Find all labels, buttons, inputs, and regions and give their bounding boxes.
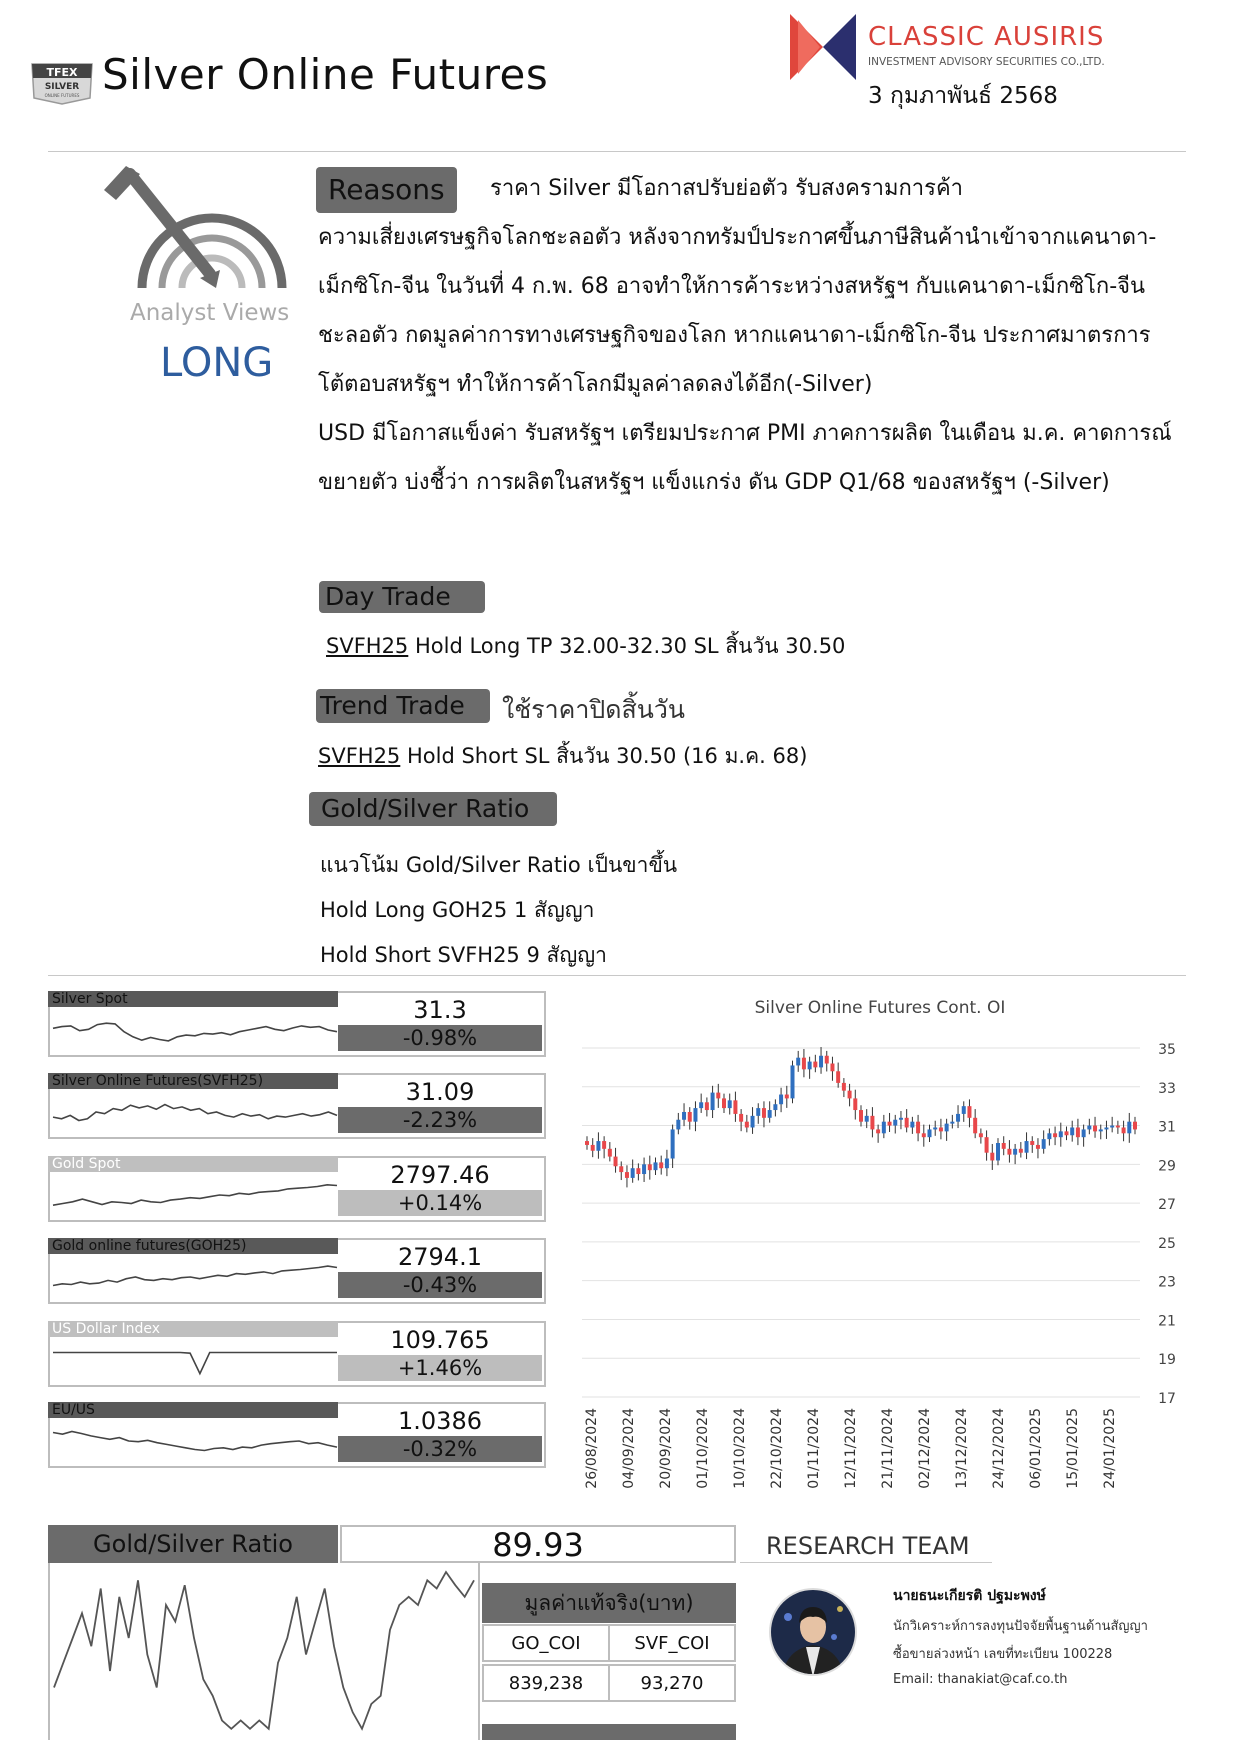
research-divider — [740, 1562, 992, 1563]
candle-body — [808, 1062, 812, 1070]
candle-body — [1116, 1126, 1120, 1128]
y-tick-label: 23 — [1158, 1274, 1176, 1291]
svg-text:SILVER: SILVER — [44, 82, 80, 92]
sparkline-path — [53, 1266, 337, 1285]
reasons-line: USD มีโอกาสแข็งค่า รับสหรัฐฯ เตรียมประกาศ PMI ภาคการผลิต ในเดือน ม.ค. คาดการณ์ — [318, 421, 1172, 446]
y-tick-label: 27 — [1158, 1197, 1176, 1214]
analyst-avatar — [768, 1587, 858, 1677]
candle-body — [591, 1145, 595, 1151]
target-arrow-icon — [100, 160, 300, 300]
candle-body — [1087, 1126, 1091, 1130]
candle-body — [659, 1162, 663, 1168]
tile-change: -0.32% — [338, 1436, 542, 1462]
candle-body — [939, 1127, 943, 1131]
tile-change: -0.43% — [338, 1272, 542, 1298]
candle-body — [722, 1098, 726, 1108]
ratio-line-path — [54, 1572, 474, 1729]
header-divider — [48, 151, 1186, 152]
analyst-stance: LONG — [160, 340, 274, 386]
candle-body — [888, 1122, 892, 1126]
day-trade-detail: Hold Long TP 32.00-32.30 SL สิ้นวัน 30.50 — [408, 634, 846, 658]
candle-body — [1110, 1126, 1114, 1128]
candle-body — [1007, 1149, 1011, 1155]
candle-body — [1133, 1122, 1137, 1130]
market-tile — [48, 1321, 546, 1387]
candle-body — [619, 1166, 623, 1172]
candle-body — [865, 1116, 869, 1122]
x-tick-label: 01/11/2024 — [806, 1408, 822, 1489]
candle-body — [1036, 1145, 1040, 1149]
tile-label: Silver Spot — [48, 991, 338, 1007]
gold-silver-ratio-value: 89.93 — [340, 1525, 736, 1563]
candle-body — [1104, 1127, 1108, 1129]
tile-label: Gold online futures(GOH25) — [48, 1238, 338, 1254]
candle-body — [682, 1112, 686, 1120]
candle-body — [996, 1143, 1000, 1160]
candle-body — [1042, 1139, 1046, 1149]
silver-futures-chart — [560, 990, 1200, 1510]
candle-body — [1053, 1133, 1057, 1137]
reasons-line: โต้ตอบสหรัฐฯ ทำให้การค้าโลกมีมูลค่าลดลงได้อีก(-Silver) — [318, 372, 873, 397]
x-tick-label: 12/11/2024 — [843, 1408, 859, 1489]
candle-body — [842, 1083, 846, 1091]
section-divider — [48, 975, 1186, 976]
y-tick-label: 21 — [1158, 1313, 1176, 1330]
coi-footer-bar — [482, 1724, 736, 1740]
candle-body — [922, 1133, 926, 1137]
candle-body — [751, 1116, 755, 1128]
candle-body — [648, 1164, 652, 1170]
coi-header-svf: SVF_COI — [608, 1624, 736, 1662]
candle-body — [791, 1065, 795, 1098]
candle-body — [962, 1106, 966, 1114]
tile-sparkline — [52, 1256, 338, 1296]
reasons-text — [318, 164, 1233, 507]
y-tick-label: 33 — [1158, 1080, 1176, 1097]
candle-body — [836, 1071, 840, 1083]
candle-body — [768, 1110, 772, 1118]
candle-body — [785, 1095, 789, 1099]
sparkline-path — [53, 1432, 337, 1451]
analyst-name: นายธนะเกียรติ ปฐมะพงษ์ — [893, 1588, 1046, 1604]
candle-body — [631, 1168, 635, 1178]
candle-body — [1127, 1122, 1131, 1134]
market-tile — [48, 1238, 546, 1304]
ratio-line: Hold Long GOH25 1 สัญญา — [320, 898, 595, 922]
y-tick-label: 19 — [1158, 1352, 1176, 1369]
candle-body — [642, 1164, 646, 1174]
tile-value: 31.09 — [405, 1078, 475, 1106]
candle-body — [1013, 1149, 1017, 1155]
svg-text:ONLINE FUTURES: ONLINE FUTURES — [44, 93, 80, 98]
candle-body — [928, 1129, 932, 1137]
tile-change: +0.14% — [338, 1190, 542, 1216]
candle-body — [1076, 1127, 1080, 1137]
candle-body — [693, 1108, 697, 1122]
candle-body — [614, 1157, 618, 1167]
candle-body — [739, 1114, 743, 1122]
coi-value-go: 839,238 — [482, 1664, 610, 1702]
candle-body — [819, 1056, 823, 1068]
gold-silver-ratio-label: Gold/Silver Ratio — [48, 1525, 338, 1563]
candle-body — [870, 1116, 874, 1130]
tile-sparkline — [52, 1009, 338, 1049]
candle-body — [779, 1095, 783, 1105]
candle-body — [671, 1129, 675, 1158]
candle-body — [973, 1118, 977, 1134]
market-tile — [48, 991, 546, 1057]
candle-body — [711, 1093, 715, 1110]
candle-body — [699, 1102, 703, 1108]
reasons-line: ความเสี่ยงเศรษฐกิจโลกชะลอตัว หลังจากทรัมป์ประกาศขึ้นภาษีสินค้านำเข้าจากแคนาดา- — [318, 225, 1157, 250]
coi-header-go: GO_COI — [482, 1624, 610, 1662]
candle-body — [853, 1098, 857, 1110]
x-tick-label: 02/12/2024 — [917, 1408, 933, 1489]
tile-value: 109.765 — [390, 1326, 490, 1354]
analyst-views-label: Analyst Views — [130, 300, 290, 326]
tile-label: Gold Spot — [48, 1156, 338, 1172]
y-tick-label: 29 — [1158, 1158, 1176, 1175]
candle-body — [813, 1062, 817, 1068]
brand-subtitle: INVESTMENT ADVISORY SECURITIES CO.,LTD. — [868, 56, 1105, 68]
report-date: 3 กุมภาพันธ์ 2568 — [868, 83, 1058, 109]
candle-body — [933, 1127, 937, 1129]
svg-text:TFEX: TFEX — [46, 66, 78, 79]
candle-body — [967, 1106, 971, 1118]
candle-body — [1025, 1141, 1029, 1153]
candle-body — [596, 1141, 600, 1151]
candle-body — [916, 1122, 920, 1134]
brand-name: CLASSIC AUSIRIS — [868, 22, 1105, 52]
candle-body — [1099, 1129, 1103, 1131]
candle-body — [950, 1122, 954, 1124]
candle-body — [859, 1110, 863, 1122]
candle-body — [1030, 1141, 1034, 1145]
analyst-role: นักวิเคราะห์การลงทุนปัจจัยพื้นฐานด้านสัญญา — [893, 1619, 1148, 1634]
reasons-line: ขยายตัว บ่งชี้ว่า การผลิตในสหรัฐฯ แข็งแกร่ง ดัน GDP Q1/68 ของสหรัฐฯ (-Silver) — [318, 470, 1110, 495]
candle-body — [848, 1091, 852, 1099]
candle-body — [756, 1108, 760, 1116]
candle-body — [1065, 1131, 1069, 1135]
market-tile — [48, 1402, 546, 1468]
candle-body — [676, 1120, 680, 1130]
tile-value: 31.3 — [413, 996, 467, 1024]
candle-body — [608, 1149, 612, 1157]
ratio-line: แนวโน้ม Gold/Silver Ratio เป็นขาขึ้น — [320, 853, 678, 877]
candle-body — [1122, 1127, 1126, 1133]
tile-sparkline — [52, 1174, 338, 1214]
research-team-title: RESEARCH TEAM — [766, 1532, 970, 1560]
reasons-tag: Reasons — [316, 167, 457, 213]
x-tick-label: 21/11/2024 — [880, 1408, 896, 1489]
day-trade-symbol: SVFH25 — [326, 634, 409, 658]
candle-body — [733, 1100, 737, 1114]
ratio-line: Hold Short SVFH25 9 สัญญา — [320, 943, 607, 967]
candle-body — [985, 1137, 989, 1153]
analyst-email[interactable]: Email: thanakiat@caf.co.th — [893, 1672, 1068, 1687]
candle-body — [796, 1058, 800, 1066]
y-tick-label: 17 — [1158, 1391, 1176, 1407]
candle-body — [665, 1159, 669, 1169]
candle-body — [602, 1141, 606, 1149]
trend-trade-detail: Hold Short SL สิ้นวัน 30.50 (16 ม.ค. 68) — [400, 744, 808, 768]
x-tick-label: 10/10/2024 — [732, 1408, 748, 1489]
y-tick-label: 25 — [1158, 1235, 1176, 1252]
trend-trade-line — [318, 740, 807, 773]
tile-label: US Dollar Index — [48, 1321, 338, 1337]
market-tile — [48, 1073, 546, 1139]
candle-body — [802, 1058, 806, 1070]
candle-body — [636, 1168, 640, 1174]
ratio-section-text — [320, 843, 677, 978]
candle-body — [899, 1118, 903, 1120]
candle-body — [876, 1129, 880, 1133]
candle-body — [728, 1100, 732, 1108]
gold-silver-ratio-chart — [52, 1565, 478, 1740]
coi-value-svf: 93,270 — [608, 1664, 736, 1702]
candle-body — [910, 1122, 914, 1128]
trend-trade-symbol: SVFH25 — [318, 744, 401, 768]
tile-change: -2.23% — [338, 1107, 542, 1133]
reasons-line: เม็กซิโก-จีน ในวันที่ 4 ก.พ. 68 อาจทำให้การค้าระหว่างสหรัฐฯ กับแคนาดา-เม็กซิโก-จีน — [318, 274, 1146, 299]
reasons-line: ราคา Silver มีโอกาสปรับย่อตัว รับสงครามการค้า — [490, 176, 964, 201]
tile-value: 2794.1 — [398, 1243, 482, 1271]
tile-change: -0.98% — [338, 1025, 542, 1051]
sparkline-path — [53, 1105, 337, 1121]
y-tick-label: 35 — [1158, 1042, 1176, 1058]
chart-title: Silver Online Futures Cont. OI — [754, 998, 1006, 1018]
tile-value: 2797.46 — [390, 1161, 490, 1189]
x-tick-label: 20/09/2024 — [658, 1408, 674, 1489]
candle-body — [1019, 1149, 1023, 1153]
tfex-silver-logo — [28, 60, 96, 106]
day-trade-line — [326, 630, 845, 663]
market-tiles — [48, 991, 546, 1481]
candle-body — [979, 1133, 983, 1137]
tile-value: 1.0386 — [398, 1407, 482, 1435]
candle-body — [1002, 1143, 1006, 1149]
coi-title: มูลค่าแท้จริง(บาท) — [482, 1583, 736, 1623]
candle-body — [882, 1122, 886, 1134]
analyst-registration: ซื้อขายล่วงหน้า เลขที่ทะเบียน 100228 — [893, 1647, 1113, 1662]
candle-body — [762, 1108, 766, 1118]
tile-sparkline — [52, 1420, 338, 1460]
candle-body — [830, 1064, 834, 1072]
sparkline-path — [53, 1353, 337, 1374]
reasons-line: ชะลอตัว กดมูลค่าการทางเศรษฐกิจของโลก หากแคนาดา-เม็กซิโก-จีน ประกาศมาตรการ — [318, 323, 1151, 348]
sparkline-path — [53, 1023, 337, 1041]
candle-body — [745, 1122, 749, 1128]
x-tick-label: 22/10/2024 — [769, 1408, 785, 1489]
candle-body — [893, 1120, 897, 1126]
tile-change: +1.46% — [338, 1355, 542, 1381]
candle-body — [825, 1056, 829, 1064]
candle-body — [990, 1153, 994, 1161]
x-tick-label: 06/01/2025 — [1028, 1408, 1044, 1489]
candle-body — [654, 1162, 658, 1170]
candle-body — [705, 1102, 709, 1110]
trend-trade-note: ใช้ราคาปิดสิ้นวัน — [502, 695, 685, 724]
candle-body — [1070, 1127, 1074, 1135]
candle-body — [1082, 1129, 1086, 1137]
y-tick-label: 31 — [1158, 1119, 1176, 1136]
candle-body — [625, 1172, 629, 1178]
candle-body — [905, 1118, 909, 1128]
market-tile — [48, 1156, 546, 1222]
x-tick-label: 15/01/2025 — [1065, 1408, 1081, 1489]
gold-silver-ratio-tag: Gold/Silver Ratio — [309, 792, 557, 826]
candle-body — [1093, 1126, 1097, 1132]
candle-body — [688, 1112, 692, 1122]
tile-sparkline — [52, 1339, 338, 1379]
trend-trade-tag: Trend Trade — [316, 689, 490, 723]
day-trade-tag: Day Trade — [319, 581, 485, 613]
page-title: Silver Online Futures — [102, 50, 549, 99]
candle-body — [773, 1104, 777, 1110]
x-tick-label: 26/08/2024 — [584, 1408, 600, 1489]
sparkline-path — [53, 1185, 337, 1205]
x-tick-label: 24/12/2024 — [991, 1408, 1007, 1489]
tile-sparkline — [52, 1091, 338, 1131]
tile-label: Silver Online Futures(SVFH25) — [48, 1073, 338, 1089]
candle-body — [956, 1114, 960, 1122]
classic-ausiris-logo-icon — [790, 14, 856, 80]
candle-body — [1047, 1133, 1051, 1139]
candle-body — [1059, 1131, 1063, 1137]
x-tick-label: 24/01/2025 — [1102, 1408, 1118, 1489]
x-tick-label: 04/09/2024 — [621, 1408, 637, 1489]
tile-label: EU/US — [48, 1402, 338, 1418]
x-tick-label: 01/10/2024 — [695, 1408, 711, 1489]
candle-body — [945, 1124, 949, 1132]
candle-body — [716, 1093, 720, 1099]
x-tick-label: 13/12/2024 — [954, 1408, 970, 1489]
candle-body — [585, 1141, 589, 1145]
